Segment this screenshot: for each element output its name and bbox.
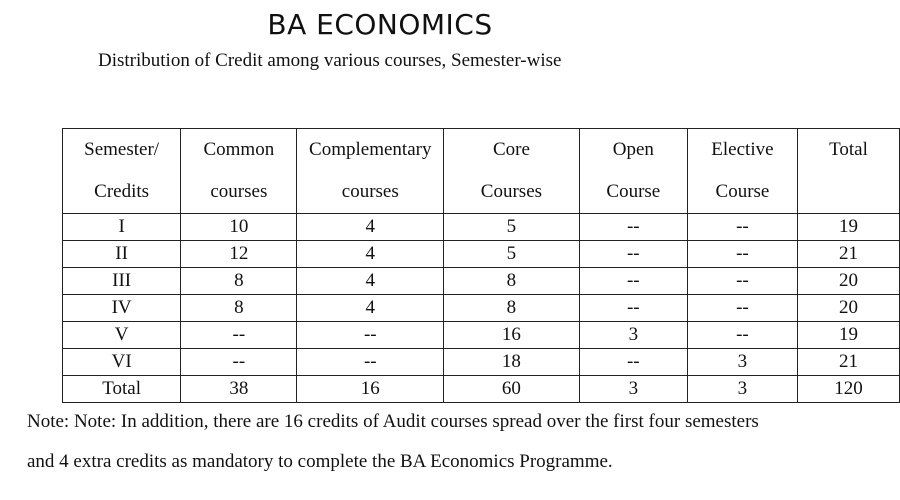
header-core [444,129,580,214]
cell-open: 3 [579,322,687,349]
table-row [63,322,900,349]
cell-total: 21 [798,241,900,268]
cell-elective: -- [687,322,797,349]
header-semester [63,129,181,214]
cell-complementary: 4 [297,268,444,295]
cell-total: 120 [798,376,900,403]
header-line1: Core [492,139,530,160]
credit-distribution-table [62,128,900,403]
footnote [27,402,887,482]
cell-elective: 3 [687,376,797,403]
cell-core: 16 [444,322,580,349]
header-line1: Elective [711,139,774,160]
header-line2: Course [715,181,770,202]
cell-elective: -- [687,268,797,295]
cell-semester: II [63,241,181,268]
table-row [63,349,900,376]
cell-total: 20 [798,268,900,295]
document-subtitle: Distribution of Credit among various courses, Semester-wise [98,50,562,71]
header-line2: courses [210,181,268,202]
cell-semester: I [63,214,181,241]
header-line2: Courses [480,181,543,202]
cell-open: -- [579,268,687,295]
cell-core: 8 [444,295,580,322]
header-common [181,129,297,214]
header-elective [687,129,797,214]
cell-common: 8 [181,268,297,295]
cell-elective: -- [687,295,797,322]
cell-complementary: 4 [297,241,444,268]
cell-core: 5 [444,241,580,268]
cell-semester: III [63,268,181,295]
cell-semester: VI [63,349,181,376]
table-row [63,295,900,322]
cell-open: 3 [579,376,687,403]
cell-common: 38 [181,376,297,403]
cell-elective: -- [687,214,797,241]
cell-elective: 3 [687,349,797,376]
table-total-row [63,376,900,403]
cell-total-label: Total [63,376,181,403]
header-line1: Open [612,139,654,160]
footnote-line2: and 4 extra credits as mandatory to complete the BA Economics Programme. [27,451,613,472]
header-complementary [297,129,444,214]
header-line1: Semester/ [84,139,160,160]
cell-core: 8 [444,268,580,295]
cell-open: -- [579,349,687,376]
cell-core: 60 [444,376,580,403]
header-line2: Credits [94,181,150,202]
cell-open: -- [579,241,687,268]
cell-complementary: -- [297,322,444,349]
header-total [798,129,900,214]
cell-complementary: 4 [297,295,444,322]
cell-common: 12 [181,241,297,268]
cell-common: 10 [181,214,297,241]
table-row [63,241,900,268]
cell-open: -- [579,214,687,241]
footnote-line1: Note: Note: In addition, there are 16 credits of Audit courses spread over the first four semesters [27,411,759,432]
cell-total: 19 [798,322,900,349]
cell-complementary: -- [297,349,444,376]
cell-common: 8 [181,295,297,322]
table-row [63,214,900,241]
cell-total: 19 [798,214,900,241]
cell-elective: -- [687,241,797,268]
cell-complementary: 4 [297,214,444,241]
table-row [63,268,900,295]
cell-common: -- [181,322,297,349]
cell-total: 20 [798,295,900,322]
header-line1: Total [829,139,868,160]
cell-complementary: 16 [297,376,444,403]
cell-semester: IV [63,295,181,322]
header-line1: Complementary [309,139,432,160]
cell-core: 5 [444,214,580,241]
cell-semester: V [63,322,181,349]
header-line1: Common [203,139,275,160]
cell-total: 21 [798,349,900,376]
header-open [579,129,687,214]
document-title: BA ECONOMICS [267,8,493,41]
cell-core: 18 [444,349,580,376]
cell-common: -- [181,349,297,376]
header-line2: courses [341,181,399,202]
table-header-row [63,129,900,214]
cell-open: -- [579,295,687,322]
header-line2: Course [606,181,661,202]
